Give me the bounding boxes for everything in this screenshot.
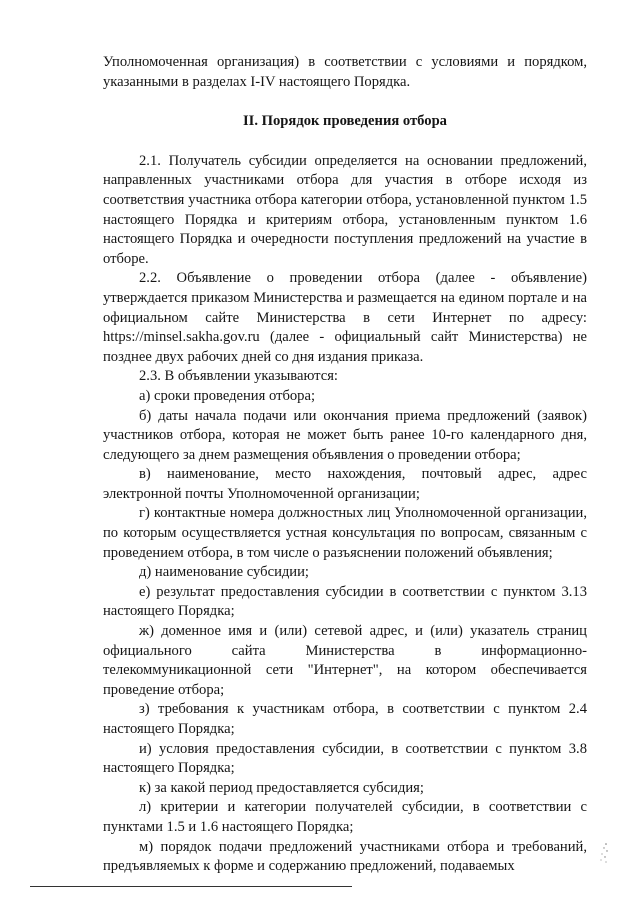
- list-item-v: в) наименование, место нахождения, почтовый адрес, адрес электронной почты Уполномоченной организации;: [103, 466, 587, 502]
- list-item-b: б) даты начала подачи или окончания приема предложений (заявок) участников отбора, которая не может быть ранее 10-го календарного дня, следующего за днем размещения объявления о проведении отбора;: [103, 407, 587, 463]
- scan-artifact-icon: [597, 842, 611, 864]
- section-heading: II. Порядок проведения отбора: [243, 113, 447, 130]
- document-body: [103, 53, 587, 877]
- list-item-d: д) наименование субсидии;: [139, 564, 309, 581]
- list-item-m: м) порядок подачи предложений участниками отбора и требований, предъявляемых к форме и содержанию предложений, подаваемых: [103, 838, 587, 875]
- list-item-i: и) условия предоставления субсидии, в соответствии с пунктом 3.8 настоящего Порядка;: [103, 740, 587, 777]
- list-item-g: г) контактные номера должностных лиц Уполномоченной организации, по которым осуществляется устная консультация по вопросам, связанным с проведением отбора, в том числе о разъяснении положений объявления;: [103, 505, 587, 561]
- paragraph-2-1: 2.1. Получатель субсидии определяется на основании предложений, направленных участниками отбора для участия в отборе исходя из соответствия участника отбора категории отбора, установленной пунктом 1.5 настоящего Порядка и критериям отбора, установленным пунктом 1.6 настоящего Порядка и очередности поступления предложений на участие в отборе.: [103, 152, 587, 267]
- intro-paragraph: Уполномоченная организация) в соответствии с условиями и порядком, указанными в разделах I-IV настоящего Порядка.: [103, 54, 587, 90]
- list-item-k: к) за какой период предоставляется субсидия;: [139, 779, 424, 796]
- footer-rule: [30, 886, 352, 887]
- paragraph-2-2: 2.2. Объявление о проведении отбора (далее - объявление) утверждается приказом Министерства и размещается на едином портале и на официальном сайте Министерства в сети Интернет по адресу: https://minsel.sakha.gov.ru (далее - официальный сайт Министерства) не позднее двух рабочих дней со дня издания приказа.: [103, 270, 587, 365]
- paragraph-2-3: 2.3. В объявлении указываются:: [139, 368, 338, 385]
- list-item-a: а) сроки проведения отбора;: [139, 387, 316, 404]
- list-item-z: з) требования к участникам отбора, в соответствии с пунктом 2.4 настоящего Порядка;: [103, 701, 587, 737]
- list-item-l: л) критерии и категории получателей субсидии, в соответствии с пунктами 1.5 и 1.6 настоящего Порядка;: [103, 799, 587, 835]
- list-item-e: е) результат предоставления субсидии в соответствии с пунктом 3.13 настоящего Порядка;: [103, 583, 587, 620]
- list-item-zh: ж) доменное имя и (или) сетевой адрес, и (или) указатель страниц официального сайта Министерства в информационно-телекоммуникационной сети "Интернет", на котором обеспечивается проведение отбора;: [103, 623, 587, 698]
